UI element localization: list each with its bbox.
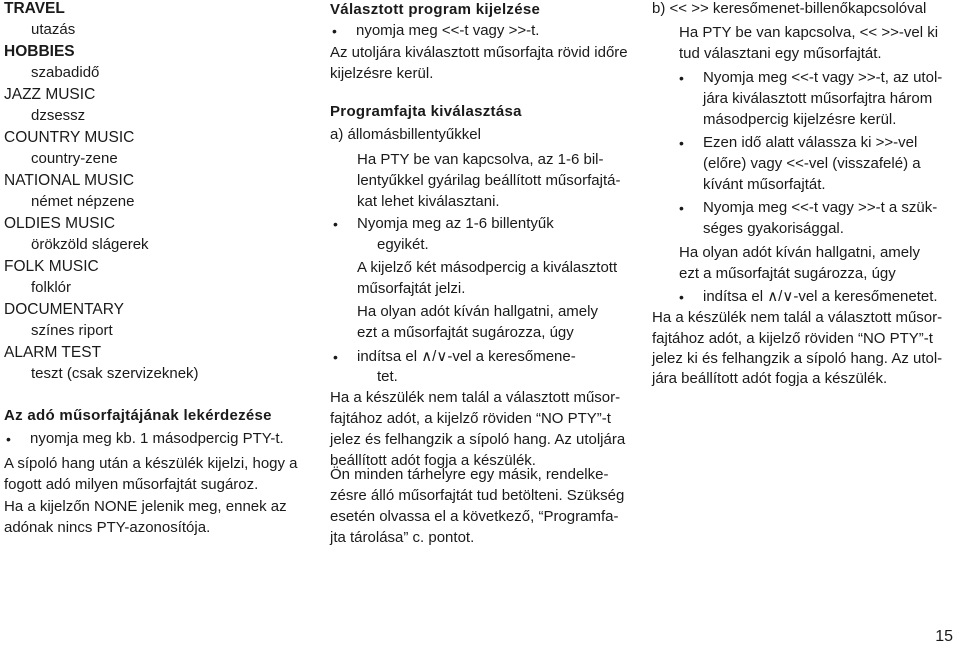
body-text: zésre álló műsorfajtát tud betölteni. Szükség (330, 487, 625, 504)
body-text: jára beállított adót fogja a készülék. (652, 370, 888, 387)
bullet-continuation: másodpercig kijelzésre kerül. (703, 111, 897, 128)
bullet-item: • Ezen idő alatt válassza ki >>-vel (703, 134, 917, 152)
body-text: ezt a műsorfajtát sugározza, úgy (357, 324, 574, 341)
category-translation: dzsessz (31, 107, 86, 124)
body-text: Ha PTY be van kapcsolva, az 1-6 bil- (357, 151, 604, 168)
bullet-item: • Nyomja meg az 1-6 billentyűk (357, 215, 554, 233)
bullet-item: • nyomja meg kb. 1 másodpercig PTY-t. (30, 430, 284, 448)
body-text: fajtához adót, a kijelző röviden “NO PTY”-t (330, 410, 611, 427)
body-text: A sípoló hang után a készülék kijelzi, hogy a (4, 455, 298, 472)
body-text: esetén olvassa el a következő, “Programfa- (330, 508, 619, 525)
body-text: kijelzésre kerül. (330, 65, 434, 82)
bullet-continuation: (előre) vagy <<-vel (visszafelé) a (703, 155, 921, 172)
category-label: JAZZ MUSIC (4, 86, 96, 103)
bullet-continuation: tet. (377, 368, 398, 385)
body-text: Ha olyan adót kíván hallgatni, amely (679, 244, 920, 261)
body-text: Az utoljára kiválasztott műsorfajta rövid időre (330, 44, 628, 61)
body-text: Ha PTY be van kapcsolva, << >>-vel ki (679, 24, 939, 41)
body-text: tud választani egy műsorfajtát. (679, 45, 882, 62)
bullet-continuation: séges gyakorisággal. (703, 220, 844, 237)
category-label: TRAVEL (4, 0, 65, 17)
section-heading: Az adó műsorfajtájának lekérdezése (4, 407, 272, 424)
page-number: 15 (935, 628, 953, 645)
body-text: fogott adó milyen műsorfajtát sugároz. (4, 476, 259, 493)
body-text: A kijelző két másodpercig a kiválasztott (357, 259, 618, 276)
body-text: Ha a kijelzőn NONE jelenik meg, ennek az (4, 498, 287, 515)
category-translation: utazás (31, 21, 76, 38)
category-label: OLDIES MUSIC (4, 215, 116, 232)
body-text: Ha a készülék nem talál a választott műsor- (652, 309, 943, 326)
category-label: DOCUMENTARY (4, 301, 124, 318)
bullet-item: • nyomja meg <<-t vagy >>-t. (356, 22, 539, 40)
body-text: fajtához adót, a kijelző röviden “NO PTY”-t (652, 330, 933, 347)
body-text: Ha a készülék nem talál a választott műsor- (330, 389, 621, 406)
body-text: jelez ki és felhangzik a sípoló hang. Az utol- (652, 350, 943, 367)
bullet-item: • indítsa el ∧/∨-vel a keresőmenetet. (703, 288, 938, 306)
category-translation: country-zene (31, 150, 118, 167)
category-label: FOLK MUSIC (4, 258, 99, 275)
body-text: ezt a műsorfajtát sugározza, úgy (679, 265, 896, 282)
category-translation: színes riport (31, 322, 113, 339)
body-text: lentyűkkel gyárilag beállított műsorfajtá- (357, 172, 621, 189)
category-translation: teszt (csak szervizeknek) (31, 365, 199, 382)
bullet-item: • Nyomja meg <<-t vagy >>-t, az utol- (703, 69, 942, 87)
category-translation: folklór (31, 279, 72, 296)
bullet-continuation: egyikét. (377, 236, 429, 253)
category-label: NATIONAL MUSIC (4, 172, 135, 189)
bullet-continuation: kívánt műsorfajtát. (703, 176, 826, 193)
body-text: Ha olyan adót kíván hallgatni, amely (357, 303, 598, 320)
section-heading: Választott program kijelzése (330, 1, 541, 18)
body-text: műsorfajtát jelzi. (357, 280, 466, 297)
body-text: adónak nincs PTY-azonosítója. (4, 519, 211, 536)
category-translation: örökzöld slágerek (31, 236, 149, 253)
subsection-heading: a) állomásbillentyűkkel (330, 126, 481, 143)
category-label: HOBBIES (4, 43, 75, 60)
category-translation: német népzene (31, 193, 135, 210)
category-label: COUNTRY MUSIC (4, 129, 135, 146)
body-text: beállított adót fogja a készülék. (330, 452, 536, 469)
body-text: Ön minden tárhelyre egy másik, rendelke- (330, 466, 609, 483)
body-text: jta tárolása” c. pontot. (330, 529, 475, 546)
section-heading: Programfajta kiválasztása (330, 103, 522, 120)
body-text: kat lehet kiválasztani. (357, 193, 500, 210)
bullet-continuation: jára kiválasztott műsorfajtra három (703, 90, 933, 107)
body-text: jelez és felhangzik a sípoló hang. Az utoljára (330, 431, 626, 448)
category-label: ALARM TEST (4, 344, 102, 361)
subsection-heading: b) << >> keresőmenet-billenőkapcsolóval (652, 0, 927, 17)
category-translation: szabadidő (31, 64, 100, 81)
bullet-item: • indítsa el ∧/∨-vel a keresőmene- (357, 348, 576, 366)
bullet-item: • Nyomja meg <<-t vagy >>-t a szük- (703, 199, 937, 217)
